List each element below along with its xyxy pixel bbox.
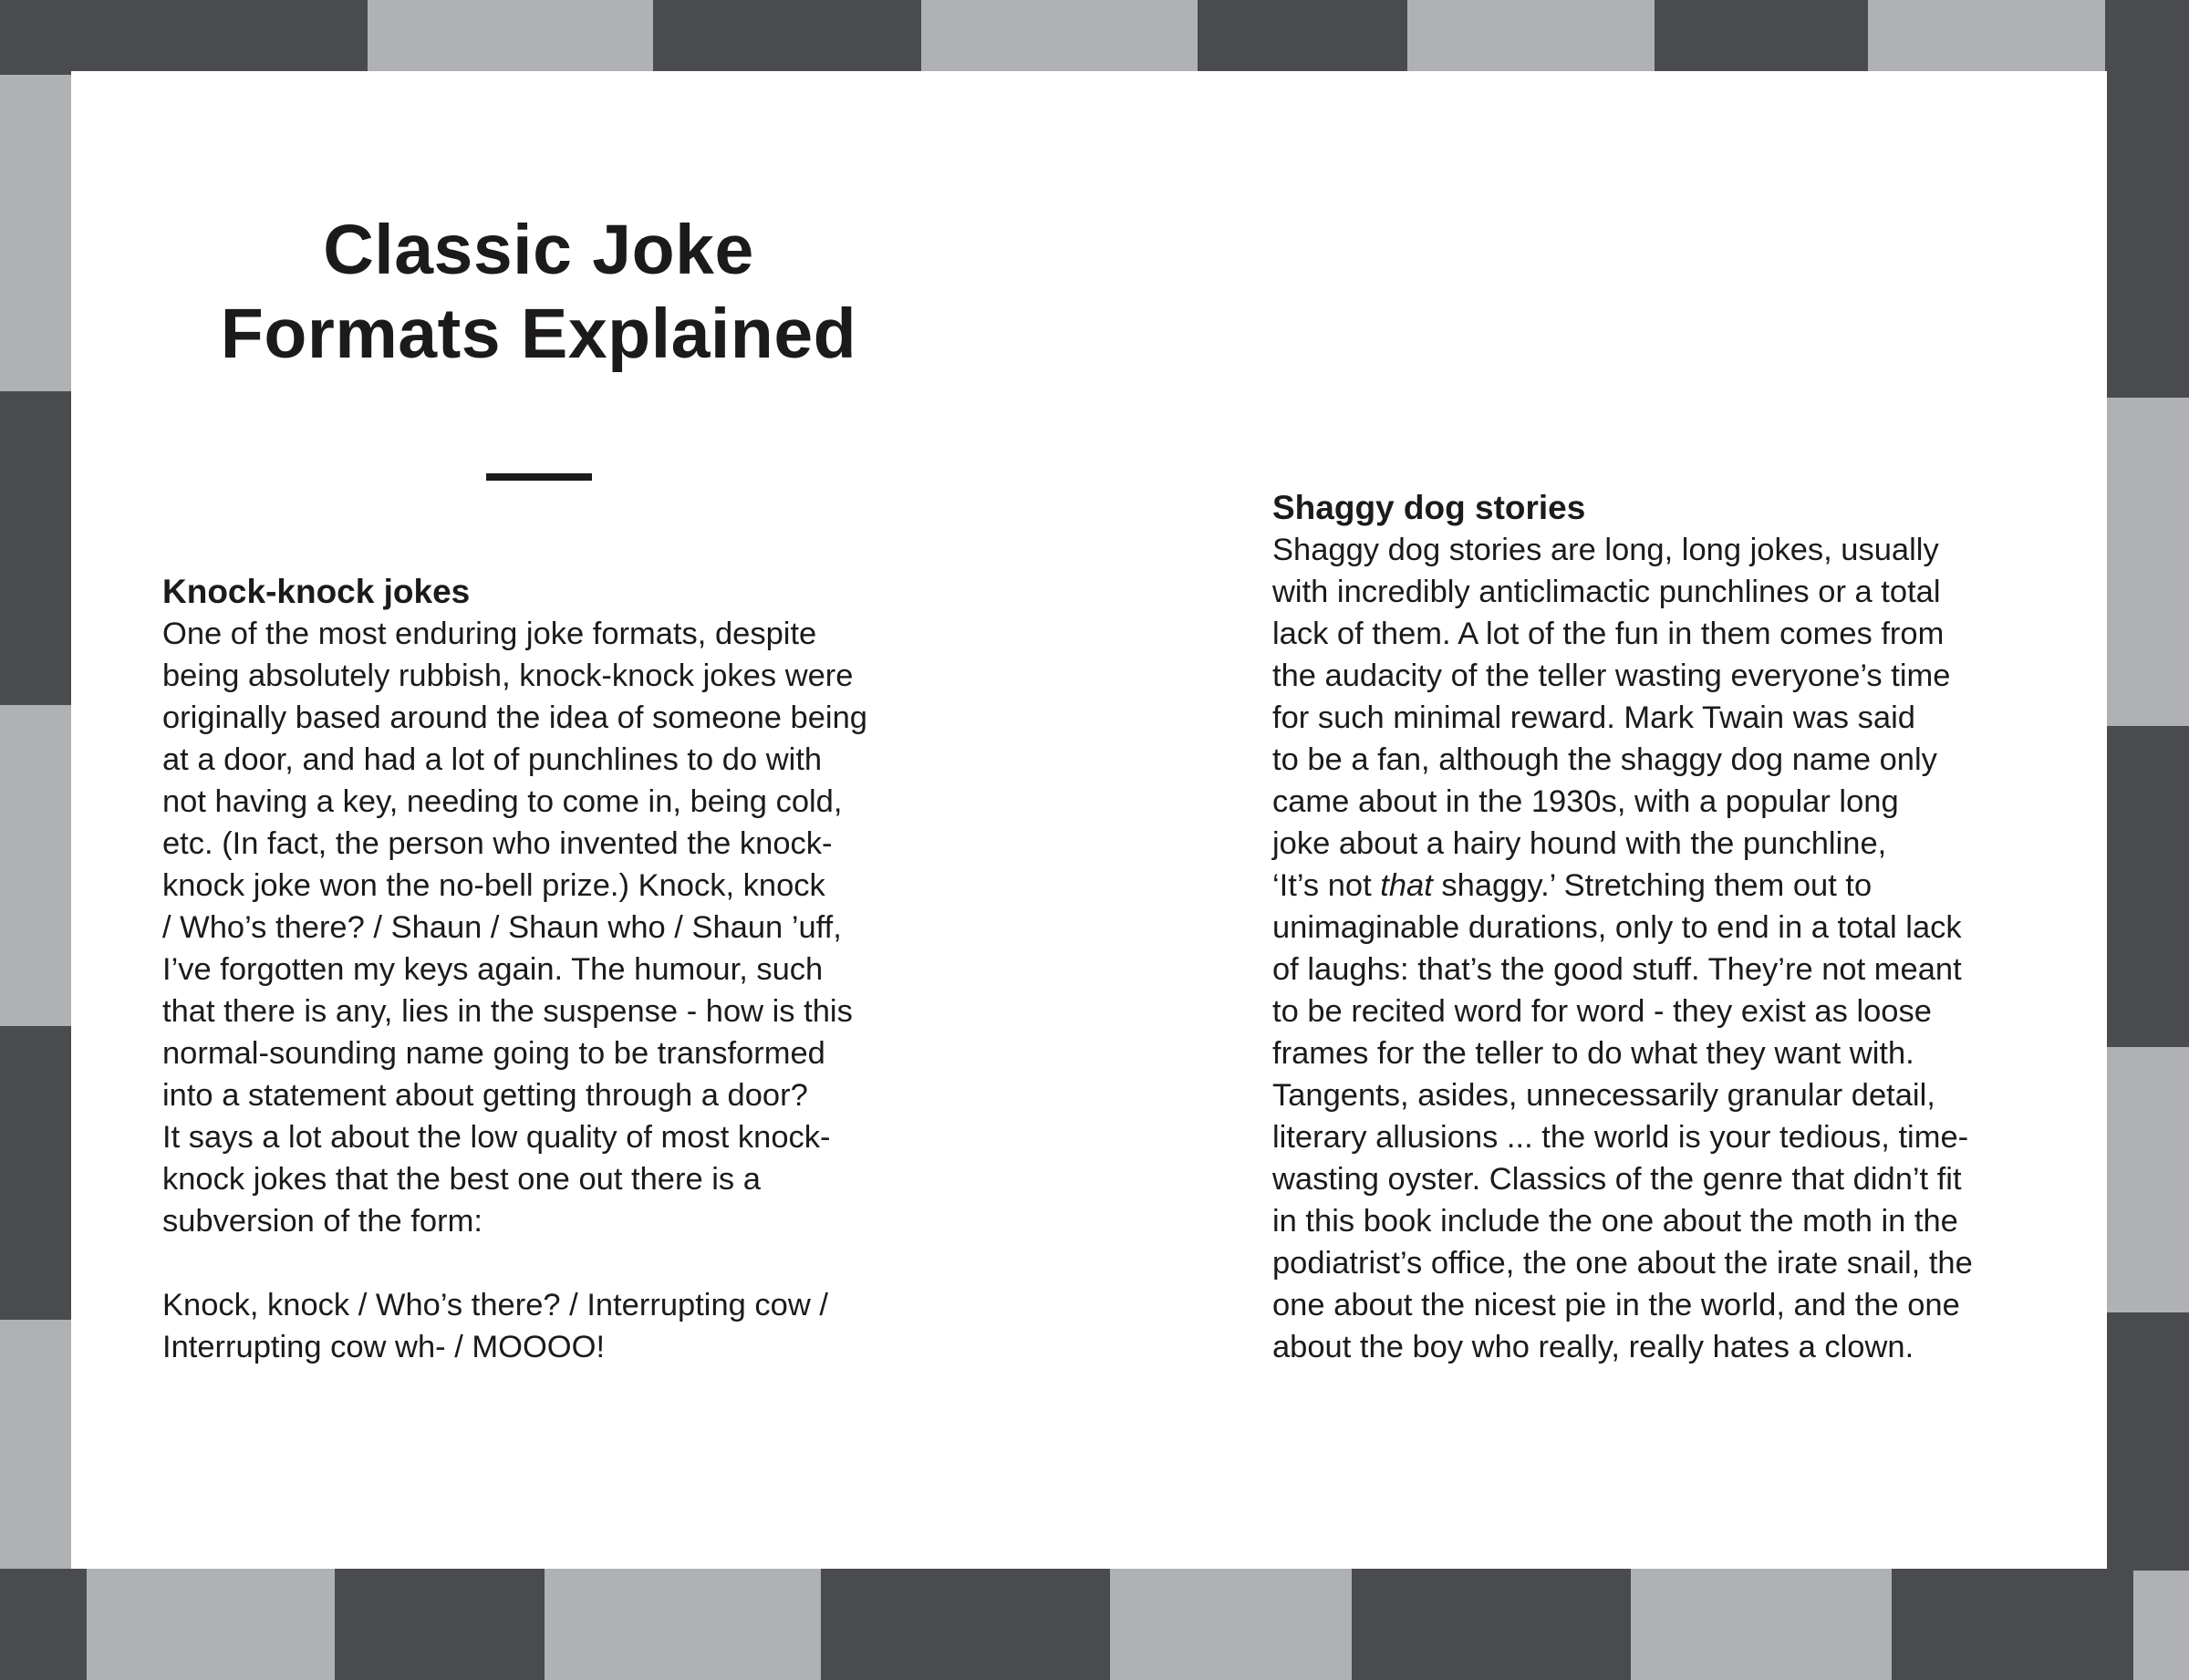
body-line bbox=[1272, 865, 1973, 907]
body-line: one about the nicest pie in the world, and the one bbox=[1272, 1288, 1960, 1322]
body-line: Tangents, asides, unnecessarily granular detail, bbox=[1272, 1078, 1935, 1113]
section-heading: Shaggy dog stories bbox=[1272, 489, 1586, 526]
body-line: to be a fan, although the shaggy dog name only bbox=[1272, 742, 1937, 777]
body-line: that there is any, lies in the suspense - how is this bbox=[162, 994, 853, 1029]
title-line-2: Formats Explained bbox=[220, 295, 857, 373]
body-line: about the boy who really, really hates a clown. bbox=[1272, 1330, 1914, 1364]
text-run: ‘It’s not bbox=[1272, 868, 1381, 903]
body-line: in this book include the one about the moth in the bbox=[1272, 1204, 1958, 1239]
body-line: the audacity of the teller wasting everyone’s time bbox=[1272, 659, 1951, 693]
title-line-1: Classic Joke bbox=[323, 211, 754, 289]
knock-knock-section bbox=[162, 571, 867, 1368]
text-run: shaggy.’ Stretching them out to bbox=[1432, 868, 1873, 903]
body-line: being absolutely rubbish, knock-knock jokes were bbox=[162, 659, 854, 693]
body-line: lack of them. A lot of the fun in them comes from bbox=[1272, 617, 1945, 651]
body-line: / Who’s there? / Shaun / Shaun who / Shaun ’uff, bbox=[162, 910, 842, 945]
body-line: wasting oyster. Classics of the genre that didn’t fit bbox=[1272, 1162, 1962, 1197]
body-line: literary allusions ... the world is your tedious, time- bbox=[1272, 1120, 1969, 1155]
body-line: Shaggy dog stories are long, long jokes, usually bbox=[1272, 533, 1939, 567]
body-line: unimaginable durations, only to end in a total lack bbox=[1272, 910, 1962, 945]
body-line: of laughs: that’s the good stuff. They’re not meant bbox=[1272, 952, 1962, 987]
body-line: for such minimal reward. Mark Twain was said bbox=[1272, 700, 1915, 735]
body-line: at a door, and had a lot of punchlines to do with bbox=[162, 742, 823, 777]
body-line: etc. (In fact, the person who invented the knock- bbox=[162, 826, 833, 861]
shaggy-dog-section bbox=[1272, 487, 1973, 1368]
section-heading: Knock-knock jokes bbox=[162, 573, 471, 610]
body-line: originally based around the idea of someone being bbox=[162, 700, 867, 735]
body-line: not having a key, needing to come in, being cold, bbox=[162, 784, 843, 819]
body-line: subversion of the form: bbox=[162, 1204, 482, 1239]
body-line: to be recited word for word - they exist as loose bbox=[1272, 994, 1932, 1029]
body-line: joke about a hairy hound with the punchline, bbox=[1272, 826, 1887, 861]
body-line: knock jokes that the best one out there is a bbox=[162, 1162, 761, 1197]
body-line: podiatrist’s office, the one about the irate snail, the bbox=[1272, 1246, 1973, 1281]
book-spread-page bbox=[71, 71, 2107, 1569]
example-line: Interrupting cow wh- / MOOOO! bbox=[162, 1330, 606, 1364]
italic-text-run: that bbox=[1380, 868, 1433, 903]
body-line: into a statement about getting through a door? bbox=[162, 1078, 808, 1113]
body-line: I’ve forgotten my keys again. The humour, such bbox=[162, 952, 824, 987]
body-line: frames for the teller to do what they want with. bbox=[1272, 1036, 1914, 1071]
body-line: It says a lot about the low quality of most knock- bbox=[162, 1120, 831, 1155]
body-line: came about in the 1930s, with a popular long bbox=[1272, 784, 1899, 819]
title-divider bbox=[486, 473, 592, 481]
page-title bbox=[71, 208, 1006, 376]
example-line: Knock, knock / Who’s there? / Interrupting cow / bbox=[162, 1288, 828, 1322]
body-line: One of the most enduring joke formats, despite bbox=[162, 617, 817, 651]
body-line: knock joke won the no-bell prize.) Knock, knock bbox=[162, 868, 825, 903]
body-line: with incredibly anticlimactic punchlines or a total bbox=[1272, 575, 1941, 609]
body-line: normal-sounding name going to be transformed bbox=[162, 1036, 825, 1071]
